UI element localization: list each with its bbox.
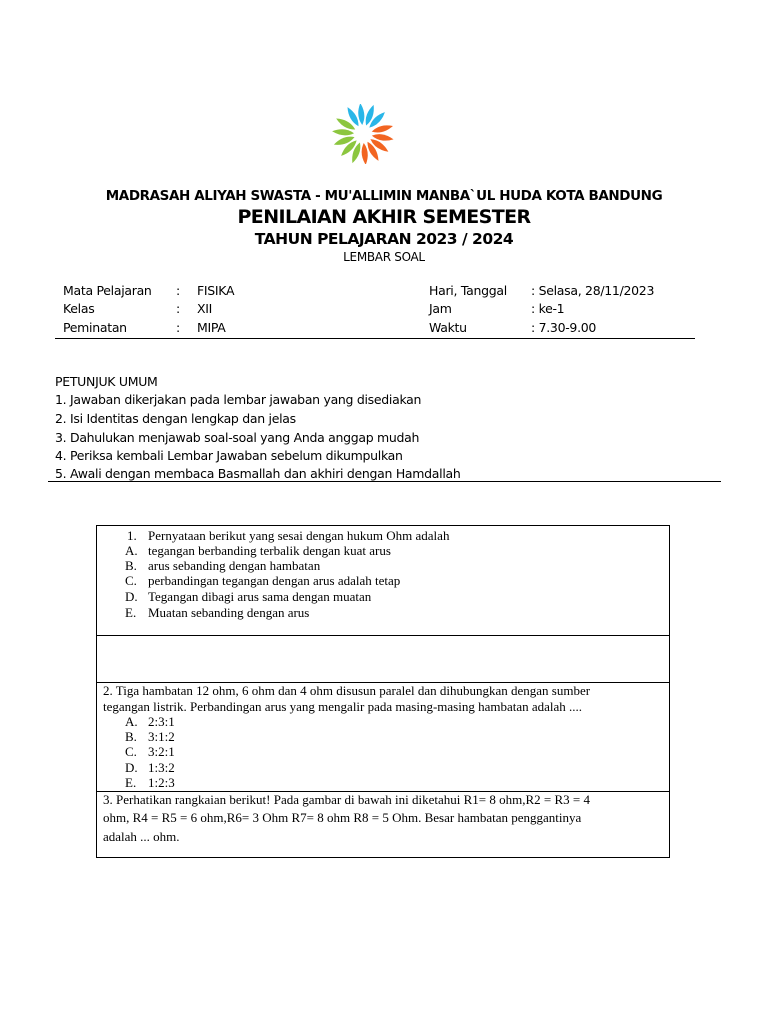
q2-option-letter: C. xyxy=(125,744,137,759)
q1-option-text: tegangan berbanding terbalik dengan kuat arus xyxy=(148,543,391,558)
q2-option-letter: D. xyxy=(125,760,138,775)
mapel-label: Mata Pelajaran xyxy=(63,283,152,298)
q1-number: 1. xyxy=(127,528,137,543)
q1-option-letter: E. xyxy=(125,605,137,620)
q1-option-letter: A. xyxy=(125,543,138,558)
q2-option-text: 3:2:1 xyxy=(148,744,175,759)
jam-value: : ke-1 xyxy=(531,301,565,316)
peminatan-label: Peminatan xyxy=(63,320,127,335)
q1-option-text: arus sebanding dengan hambatan xyxy=(148,558,321,573)
kelas-label: Kelas xyxy=(63,301,95,316)
sheet-label: LEMBAR SOAL xyxy=(343,250,425,264)
q2-option-text: 1:3:2 xyxy=(148,760,175,775)
kelas-colon: : xyxy=(176,301,180,316)
instruction-item: 4. Periksa kembali Lembar Jawaban sebelum dikumpulkan xyxy=(55,448,403,463)
instruction-item: 3. Dahulukan menjawab soal-soal yang Anda anggap mudah xyxy=(55,430,420,445)
q2-text-line1: 2. Tiga hambatan 12 ohm, 6 ohm dan 4 ohm disusun paralel dan dihubungkan dengan sumber xyxy=(103,683,591,698)
academic-year: TAHUN PELAJARAN 2023 / 2024 xyxy=(254,230,514,248)
q2-option-text: 2:3:1 xyxy=(148,714,175,729)
instructions-heading: PETUNJUK UMUM xyxy=(55,374,158,389)
q1-option-text: perbandingan tegangan dengan arus adalah tetap xyxy=(148,573,401,588)
school-name: MADRASAH ALIYAH SWASTA - MU'ALLIMIN MANBA`UL HUDA KOTA BANDUNG xyxy=(105,188,663,204)
waktu-label: Waktu xyxy=(429,320,467,335)
q1-option-letter: B. xyxy=(125,558,137,573)
q3-text-line3: adalah ... ohm. xyxy=(103,829,180,844)
mapel-colon: : xyxy=(176,283,180,298)
exam-title: PENILAIAN AKHIR SEMESTER xyxy=(237,206,531,228)
q1-option-text: Muatan sebanding dengan arus xyxy=(148,605,310,620)
q3-text-line2: ohm, R4 = R5 = 6 ohm,R6= 3 Ohm R7= 8 ohm R8 = 5 Ohm. Besar hambatan penggantinya xyxy=(103,810,582,825)
q2-option-text: 3:1:2 xyxy=(148,729,175,744)
peminatan-colon: : xyxy=(176,320,180,335)
school-logo xyxy=(322,104,396,164)
q1-option-text: Tegangan dibagi arus sama dengan muatan xyxy=(148,589,372,604)
instruction-item: 5. Awali dengan membaca Basmallah dan akhiri dengan Hamdallah xyxy=(55,466,461,481)
kelas-value: XII xyxy=(197,301,213,316)
logo-petal xyxy=(361,143,369,164)
q2-option-letter: B. xyxy=(125,729,137,744)
mapel-value: FISIKA xyxy=(197,283,235,298)
hari-label: Hari, Tanggal xyxy=(429,283,507,298)
info-divider xyxy=(55,338,695,339)
waktu-value: : 7.30-9.00 xyxy=(531,320,597,335)
q2-option-text: 1:2:3 xyxy=(148,775,175,790)
logo-petal xyxy=(357,104,365,125)
hari-value: : Selasa, 28/11/2023 xyxy=(531,283,655,298)
q2-text-line2: tegangan listrik. Perbandingan arus yang mengalir pada masing-masing hambatan adalah .... xyxy=(103,699,583,714)
q2-option-letter: E. xyxy=(125,775,137,790)
instruction-item: 2. Isi Identitas dengan lengkap dan jelas xyxy=(55,411,296,426)
logo-petal xyxy=(332,128,354,136)
q3-text-line1: 3. Perhatikan rangkaian berikut! Pada gambar di bawah ini diketahui R1= 8 ohm,R2 = R3 = 4 xyxy=(103,792,591,807)
q2-option-letter: A. xyxy=(125,714,138,729)
q1-option-letter: D. xyxy=(125,589,138,604)
row-divider xyxy=(96,635,670,636)
peminatan-value: MIPA xyxy=(197,320,226,335)
instruction-item: 1. Jawaban dikerjakan pada lembar jawaban yang disediakan xyxy=(55,392,422,407)
q1-option-letter: C. xyxy=(125,573,137,588)
instructions-divider xyxy=(48,481,721,482)
q1-text: Pernyataan berikut yang sesai dengan hukum Ohm adalah xyxy=(148,528,450,543)
jam-label: Jam xyxy=(429,301,452,316)
